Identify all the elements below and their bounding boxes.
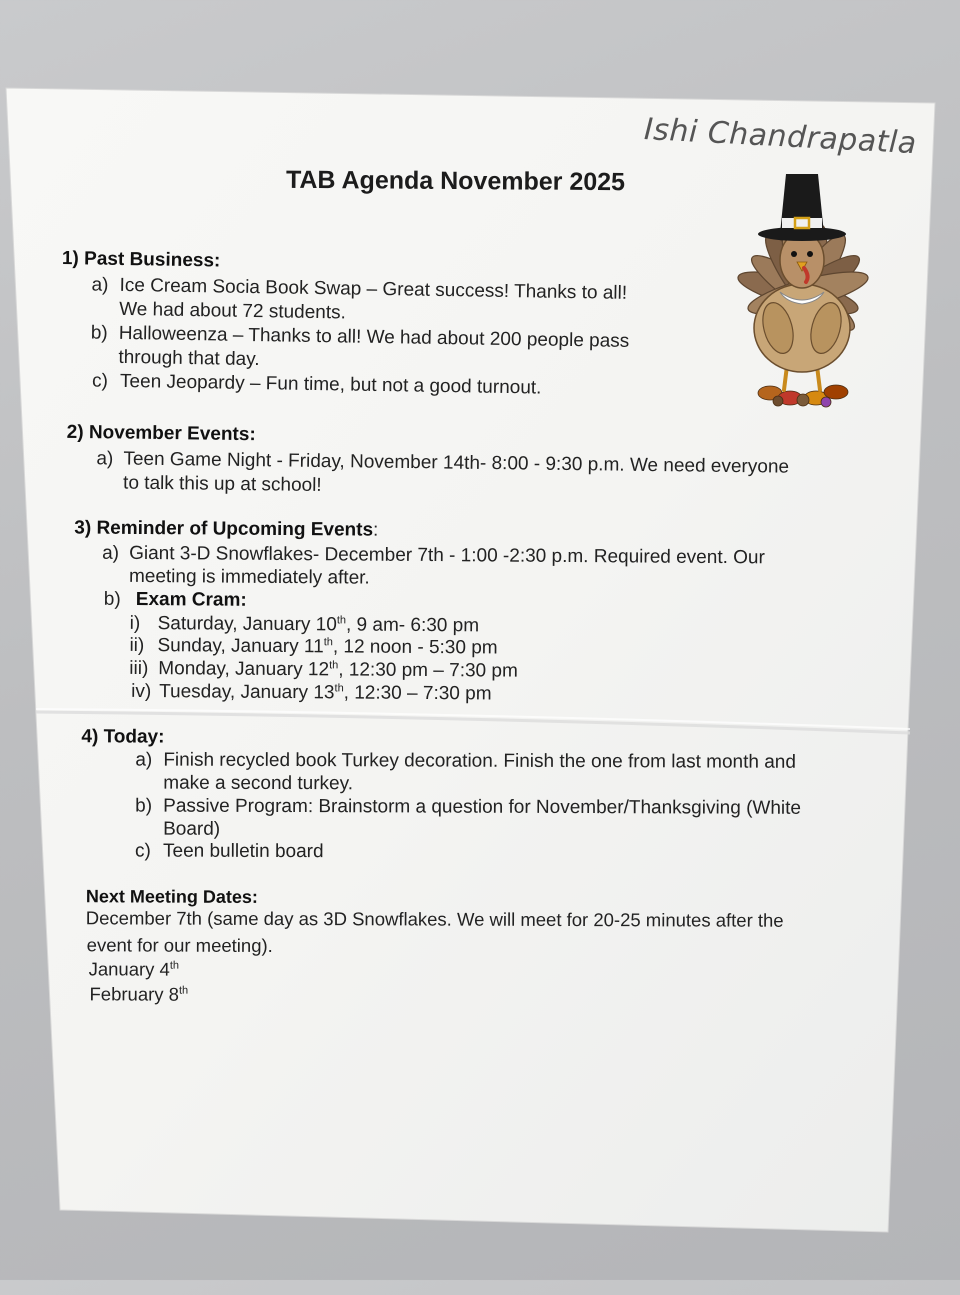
- list-marker: b): [103, 588, 121, 610]
- ordinal-suffix: th: [323, 636, 333, 649]
- list-item: Halloweenza – Thanks to all! We had about 200 people pass: [118, 322, 630, 352]
- date-text: Monday, January 12: [158, 658, 330, 681]
- list-marker: a): [135, 749, 153, 771]
- time-text: , 9 am- 6:30 pm: [345, 614, 480, 637]
- list-item-continued: meeting is immediately after.: [128, 565, 370, 589]
- ordinal-suffix: th: [336, 614, 347, 627]
- ordinal-suffix: th: [334, 682, 344, 695]
- ordinal-suffix: th: [329, 659, 339, 672]
- section-heading-text: 3) Reminder of Upcoming Events: [74, 517, 374, 541]
- list-item: Giant 3-D Snowflakes- December 7th - 1:00 -2:30 p.m. Required event. Our: [129, 542, 765, 569]
- list-marker: a): [102, 542, 120, 564]
- sublist-marker: ii): [129, 634, 145, 657]
- list-item-continued: through that day.: [118, 346, 260, 371]
- meeting-date: [89, 958, 180, 980]
- meeting-date: [89, 983, 188, 1005]
- list-marker: a): [91, 274, 109, 296]
- exam-cram-label: Exam Cram:: [135, 588, 247, 611]
- sublist-marker: i): [129, 612, 141, 634]
- list-item-continued: We had about 72 students.: [118, 298, 347, 324]
- date-text: February 8: [89, 983, 180, 1005]
- date-text: January 4: [88, 958, 170, 980]
- list-item: Finish recycled book Turkey decoration. Finish the one from last month and: [163, 749, 796, 773]
- handwritten-signature: Ishi Chandrapatla: [643, 112, 918, 162]
- sublist-marker: iii): [129, 657, 149, 680]
- ordinal-suffix: th: [169, 959, 180, 972]
- list-marker: b): [90, 322, 108, 344]
- time-text: , 12:30 – 7:30 pm: [343, 682, 492, 705]
- date-text: Saturday, January 10: [157, 613, 337, 636]
- section-heading: 1) Past Business:: [61, 248, 221, 272]
- list-item: Teen bulletin board: [162, 840, 324, 863]
- section-heading: 2) November Events:: [66, 421, 256, 446]
- meeting-note-continued: event for our meeting).: [86, 934, 273, 956]
- sublist-marker: iv): [131, 680, 152, 703]
- meeting-note: December 7th (same day as 3D Snowflakes. We will meet for 20-25 minutes after the: [85, 907, 784, 931]
- section-heading-colon: :: [373, 519, 379, 541]
- ordinal-suffix: th: [178, 984, 189, 997]
- list-item: Teen Game Night - Friday, November 14th- 8:00 - 9:30 p.m. We need everyone: [123, 448, 790, 478]
- list-item-continued: to talk this up at school!: [122, 472, 322, 496]
- page-title: TAB Agenda November 2025: [285, 165, 626, 197]
- time-text: , 12:30 pm – 7:30 pm: [338, 659, 518, 682]
- list-item: Passive Program: Brainstorm a question for November/Thanksgiving (White: [163, 795, 802, 819]
- date-text: Sunday, January 11: [157, 635, 324, 658]
- list-item: Ice Cream Socia Book Swap – Great success! Thanks to all!: [119, 274, 628, 304]
- list-marker: a): [96, 448, 114, 470]
- time-text: , 12 noon - 5:30 pm: [332, 636, 498, 659]
- section-heading: Next Meeting Dates:: [85, 886, 258, 907]
- pilgrim-turkey-icon: [698, 168, 908, 413]
- section-heading: 4) Today:: [81, 726, 165, 748]
- list-item: Teen Jeopardy – Fun time, but not a good turnout.: [119, 370, 542, 399]
- list-marker: c): [91, 370, 109, 392]
- list-marker: b): [135, 795, 153, 817]
- list-marker: c): [134, 840, 151, 862]
- date-text: Tuesday, January 13: [159, 681, 335, 704]
- list-item-continued: Board): [163, 818, 221, 840]
- list-item-continued: make a second turkey.: [163, 772, 354, 795]
